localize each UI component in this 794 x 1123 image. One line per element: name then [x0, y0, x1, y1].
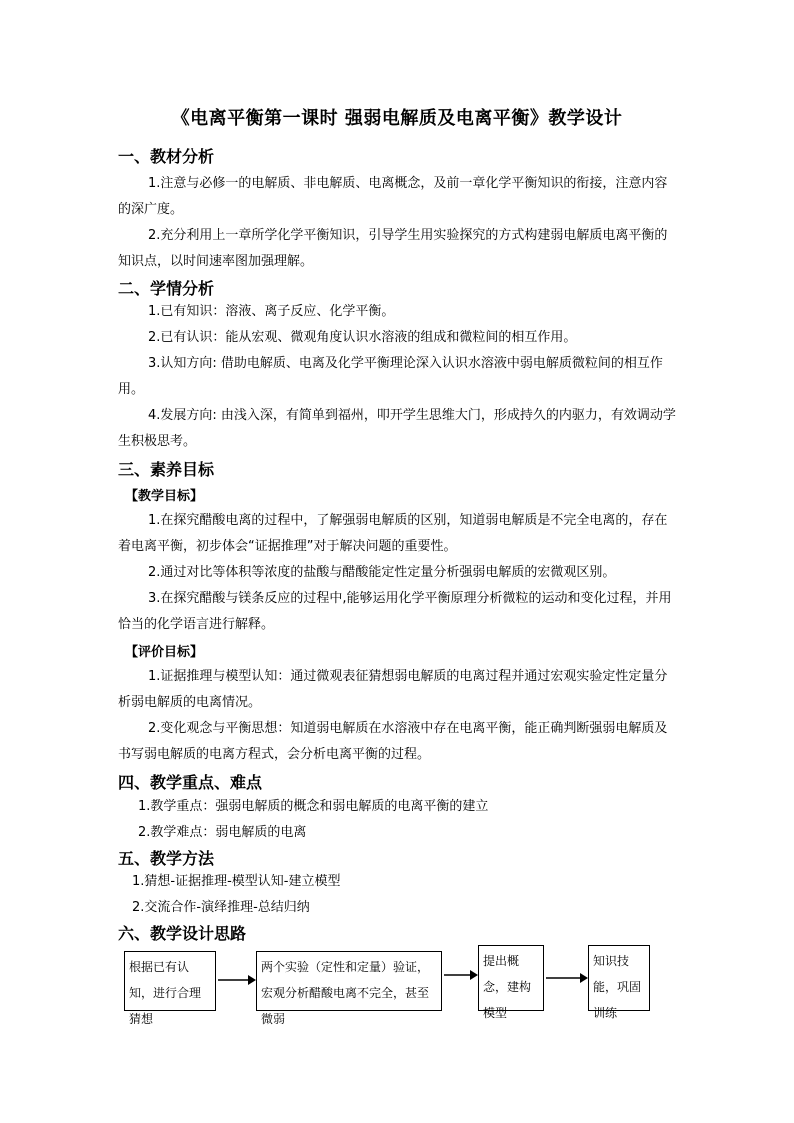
paragraph-s3-5: 2.变化观念与平衡思想：知道弱电解质在水溶液中存在电离平衡，能正确判断强弱电解质及书写弱电解质的电离方程式，会分析电离平衡的过程。 — [118, 721, 668, 762]
document-title: 《电离平衡第一课时 强弱电解质及电离平衡》教学设计 — [171, 108, 623, 129]
heading-key-points: 四、教学重点、难点 — [118, 773, 263, 792]
flow-arrow-1 — [216, 972, 256, 988]
paragraph-s3-3: 3.在探究醋酸与镁条反应的过程中,能够运用化学平衡原理分析微粒的运动和变化过程，并用恰当的化学语言进行解释。 — [118, 591, 672, 632]
paragraph-s3-2: 2.通过对比等体积等浓度的盐酸与醋酸能定性定量分析强弱电解质的宏微观区别。 — [148, 565, 616, 580]
subheading-teaching-goals: 【教学目标】 — [125, 489, 204, 504]
paragraph-s2-2: 2.已有认识：能从宏观、微观角度认识水溶液的组成和微粒间的相互作用。 — [148, 330, 577, 345]
paragraph-s1-2: 2.充分利用上一章所学化学平衡知识，引导学生用实验探究的方式构建弱电解质电离平衡的知识点，以时间速率图加强理解。 — [118, 228, 668, 269]
heading-design-ideas: 六、教学设计思路 — [118, 924, 247, 943]
paragraph-s4-1: 1.教学重点：强弱电解质的概念和弱电解质的电离平衡的建立 — [138, 799, 489, 814]
paragraph-s5-2: 2.交流合作-演绎推理-总结归纳 — [132, 900, 310, 915]
heading-literacy-goals: 三、素养目标 — [118, 460, 215, 479]
paragraph-s2-3: 3.认知方向: 借助电解质、电离及化学平衡理论深入认识水溶液中弱电解质微粒间的相互作用。 — [118, 356, 663, 397]
paragraph-s2-1: 1.已有知识：溶液、离子反应、化学平衡。 — [148, 304, 395, 319]
heading-teaching-methods: 五、教学方法 — [118, 849, 215, 868]
flow-arrow-2 — [442, 967, 478, 983]
flow-box-experiments: 两个实验（定性和定量）验证，宏观分析醋酸电离不完全，甚至微弱 — [256, 951, 442, 1011]
heading-textbook-analysis: 一、教材分析 — [118, 147, 215, 166]
paragraph-s4-2: 2.教学难点：弱电解质的电离 — [138, 825, 307, 840]
paragraph-s3-4: 1.证据推理与模型认知：通过微观表征猜想弱电解质的电离过程并通过宏观实验定性定量分析弱电解质的电离情况。 — [118, 669, 668, 710]
heading-learner-analysis: 二、学情分析 — [118, 279, 215, 298]
paragraph-s5-1: 1.猜想-证据推理-模型认知-建立模型 — [132, 874, 341, 889]
flow-box-guess: 根据已有认知，进行合理猜想 — [124, 951, 216, 1011]
paragraph-s1-1: 1.注意与必修一的电解质、非电解质、电离概念，及前一章化学平衡知识的衔接，注意内容的深广度。 — [118, 176, 668, 217]
flow-box-practice: 知识技能，巩固训练 — [588, 945, 650, 1011]
flow-arrow-3 — [544, 970, 588, 986]
paragraph-s3-1: 1.在探究醋酸电离的过程中，了解强弱电解质的区别，知道弱电解质是不完全电离的，存在着电离平衡，初步体会“证据推理”对于解决问题的重要性。 — [118, 513, 668, 554]
subheading-evaluation-goals: 【评价目标】 — [125, 645, 204, 660]
paragraph-s2-4: 4.发展方向: 由浅入深，有简单到福州，叩开学生思维大门，形成持久的内驱力，有效调动学生积极思考。 — [118, 408, 676, 449]
flow-box-concept: 提出概念，建构模型 — [478, 945, 544, 1011]
